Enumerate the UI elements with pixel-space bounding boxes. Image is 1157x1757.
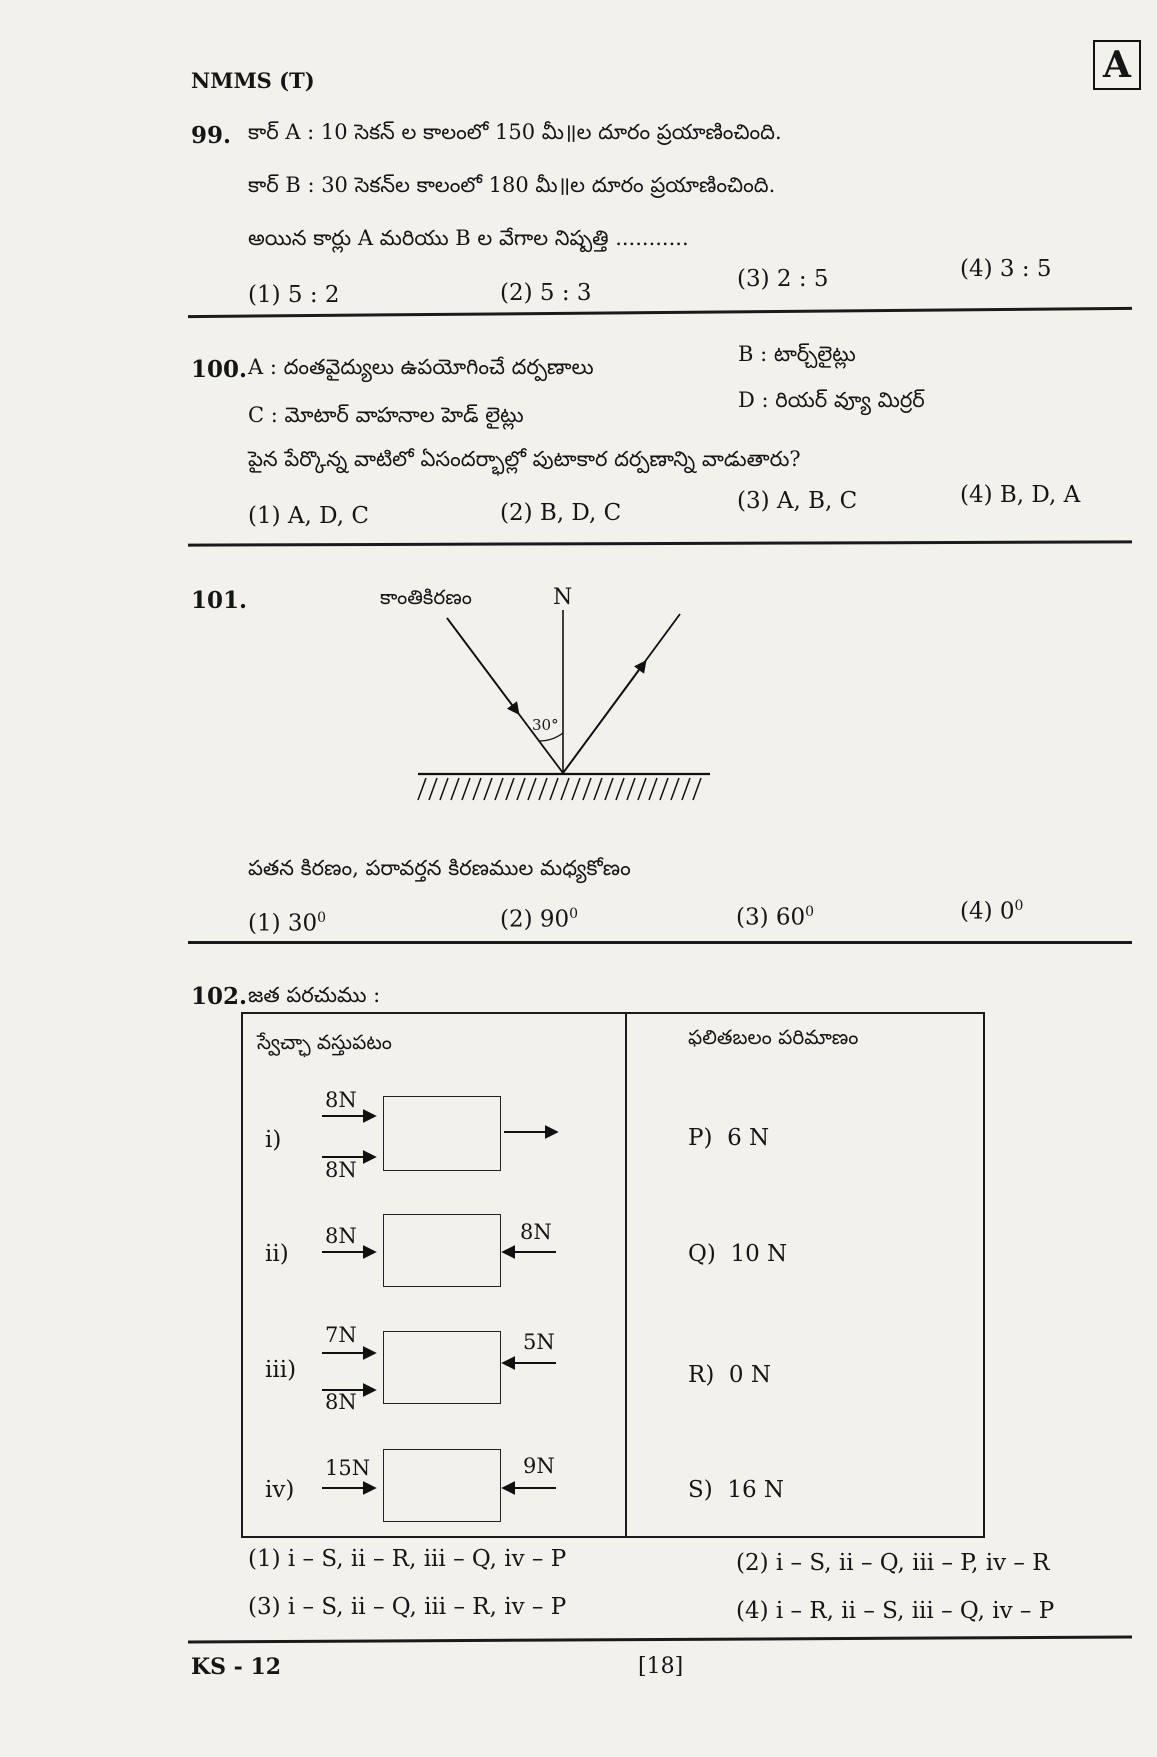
q100-question: పైన పేర్కొన్న వాటిలో ఏసందర్భాల్లో పుటాకార దర్పణాన్ని వాడుతారు?	[248, 447, 801, 471]
q101-option-3: (3) $60^0$	[736, 904, 815, 931]
row-iii-right-force: 5N	[523, 1330, 555, 1354]
q100-option-4: (4) B, D, A	[960, 482, 1081, 508]
angle-label: 30°	[532, 716, 559, 734]
q100-item-c: C : మోటార్ వాహనాల హెడ్ లైట్లు	[248, 403, 524, 427]
match-table-divider	[625, 1012, 627, 1538]
q101-option-4: (4) $0^0$	[960, 898, 1024, 925]
q100-item-a: A : దంతవైద్యులు ఉపయోగించే దర్పణాలు	[248, 355, 594, 379]
row-iv-left-force: 15N	[325, 1456, 371, 1480]
q100-option-3: (3) A, B, C	[737, 488, 858, 514]
row-iii-top-force: 7N	[325, 1323, 357, 1347]
set-code-box: A	[1093, 40, 1141, 90]
q101-option-1: (1) $30^0$	[248, 910, 327, 937]
normal-label: N	[553, 585, 573, 610]
q102-number: 102.	[191, 983, 248, 1010]
q99-line1: కార్ A : 10 సెకన్ ల కాలంలో 150 మీ॥ల దూరం ప్రయాణించింది.	[248, 120, 782, 144]
row-iii-label: iii)	[265, 1357, 297, 1383]
q100-option-2: (2) B, D, C	[500, 500, 622, 526]
ray-label: కాంతికిరణం	[380, 585, 472, 609]
row-i-label: i)	[265, 1127, 282, 1153]
q99-option-1: (1) 5 : 2	[248, 282, 340, 308]
row-i-block	[383, 1096, 501, 1171]
q100-number: 100.	[191, 356, 248, 383]
q101-option-2: (2) $90^0$	[500, 906, 579, 933]
row-iii-bottom-force: 8N	[325, 1390, 357, 1414]
row-ii-left-force: 8N	[325, 1224, 357, 1248]
angle-arc	[539, 733, 563, 741]
answer-r: R) 0 N	[688, 1362, 771, 1388]
row-i-top-force: 8N	[325, 1088, 357, 1112]
q100-option-1: (1) A, D, C	[248, 503, 369, 529]
q102-option-4: (4) i – R, ii – S, iii – Q, iv – P	[736, 1598, 1055, 1624]
exam-code: NMMS (T)	[191, 68, 315, 93]
mirror-hatching	[418, 778, 701, 800]
answer-s: S) 16 N	[688, 1477, 785, 1503]
page-number: [18]	[638, 1654, 684, 1679]
footer-code: KS - 12	[191, 1654, 282, 1680]
q99-option-4: (4) 3 : 5	[960, 256, 1052, 282]
q99-line2: కార్ B : 30 సెకన్‌ల కాలంలో 180 మీ॥ల దూరం ప్రయాణించింది.	[248, 173, 776, 197]
q102-option-1: (1) i – S, ii – R, iii – Q, iv – P	[248, 1546, 567, 1572]
row-iii-block	[383, 1331, 501, 1404]
col-left-header: స్వేచ్ఛా వస్తుపటం	[257, 1030, 392, 1054]
q101-number: 101.	[191, 587, 248, 614]
q100-item-b: B : టార్చ్‌లైట్లు	[738, 342, 856, 366]
divider-101	[188, 941, 1132, 944]
row-iv-block	[383, 1449, 501, 1522]
q102-title: జత పరచుము :	[248, 983, 381, 1007]
q101-question: పతన కిరణం, పరావర్తన కిరణముల మధ్యకోణం	[248, 856, 631, 880]
row-ii-block	[383, 1214, 501, 1287]
q102-option-2: (2) i – S, ii – Q, iii – P, iv – R	[736, 1550, 1050, 1576]
q99-line3: అయిన కార్లు A మరియు B ల వేగాల నిష్పత్తి ...........	[248, 226, 689, 250]
row-i-bottom-force: 8N	[325, 1158, 357, 1182]
q99-option-2: (2) 5 : 3	[500, 280, 592, 306]
q102-option-3: (3) i – S, ii – Q, iii – R, iv – P	[248, 1594, 567, 1620]
col-right-header: ఫలితబలం పరిమాణం	[688, 1025, 859, 1049]
q99-option-3: (3) 2 : 5	[737, 266, 829, 292]
q100-item-d: D : రియర్ వ్యూ మిర్రర్	[738, 388, 925, 412]
row-ii-label: ii)	[265, 1241, 289, 1267]
q99-number: 99.	[191, 122, 232, 149]
answer-q: Q) 10 N	[688, 1241, 788, 1267]
row-ii-right-force: 8N	[520, 1220, 552, 1244]
answer-p: P) 6 N	[688, 1125, 770, 1151]
row-iv-label: iv)	[265, 1477, 295, 1503]
row-iv-right-force: 9N	[523, 1454, 555, 1478]
